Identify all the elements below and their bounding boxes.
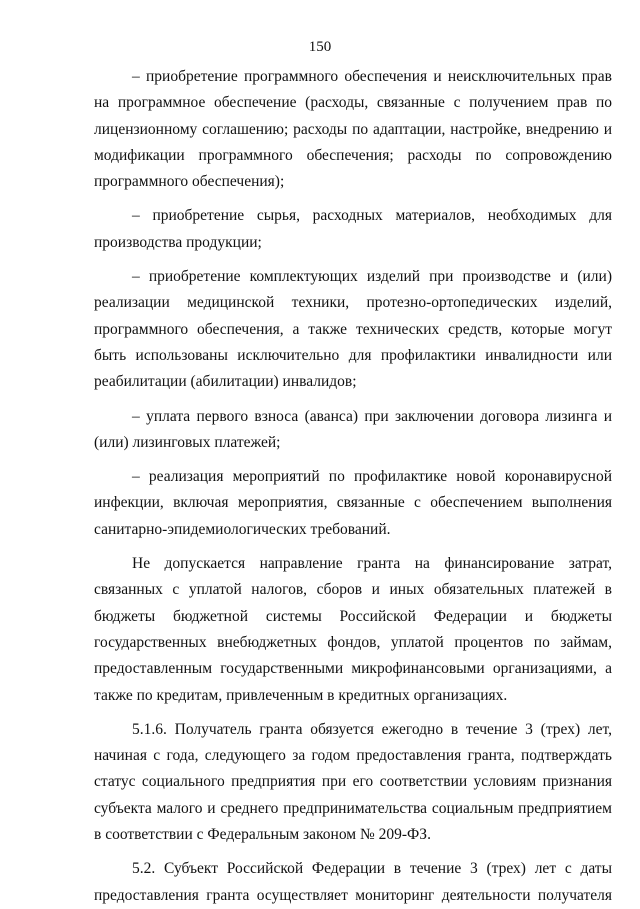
list-item-leasing: – уплата первого взноса (аванса) при заключении договора лизинга и (или) лизинговых платежей; (94, 407, 612, 451)
paragraph-5-2: 5.2. Субъект Российской Федерации в течение 3 (трех) лет с даты предоставления гранта осуществляет мониторинг деятельности получателя (94, 860, 612, 904)
page-number: 150 (308, 39, 332, 55)
document-body (94, 64, 612, 909)
list-item-coronavirus: – реализация мероприятий по профилактике новой коронавирусной инфекции, включая мероприятия, связанные с обеспечением выполнения санитарно-эпидемиологических требований. (94, 468, 612, 538)
paragraph-5-1-6: 5.1.6. Получатель гранта обязуется ежегодно в течение 3 (трех) лет, начиная с года, следующего за годом предоставления гранта, подтверждать статус социального предприятия при его соответствии условиям признания субъекта малого и среднего предпринимательства социальным предприятием в соответствии с Федеральным законом № 209-ФЗ. (94, 720, 612, 844)
list-item-raw-materials: – приобретение сырья, расходных материалов, необходимых для производства продукции; (94, 207, 612, 251)
paragraph-restrictions: Не допускается направление гранта на финансирование затрат, связанных с уплатой налогов, сборов и иных обязательных платежей в бюджеты бюджетной системы Российской Федерации и бюджеты государственных внебюджетных фондов, уплатой процентов по займам, предоставленным государственными микрофинансовыми организациями, а также по кредитам, привлеченным в кредитных организациях. (94, 555, 612, 704)
list-item-software: – приобретение программного обеспечения и неисключительных прав на программное обеспечение (расходы, связанные с получением прав по лицензионному соглашению; расходы по адаптации, настройке, внедрению и модификации программного обеспечения; расходы по сопровождению программного обеспечения); (94, 68, 612, 191)
list-item-components: – приобретение комплектующих изделий при производстве и (или) реализации медицинской техники, протезно-ортопедических изделий, программного обеспечения, а также технических средств, которые могут быть использованы исключительно для профилактики инвалидности или реабилитации (абилитации) инвалидов; (94, 268, 612, 391)
